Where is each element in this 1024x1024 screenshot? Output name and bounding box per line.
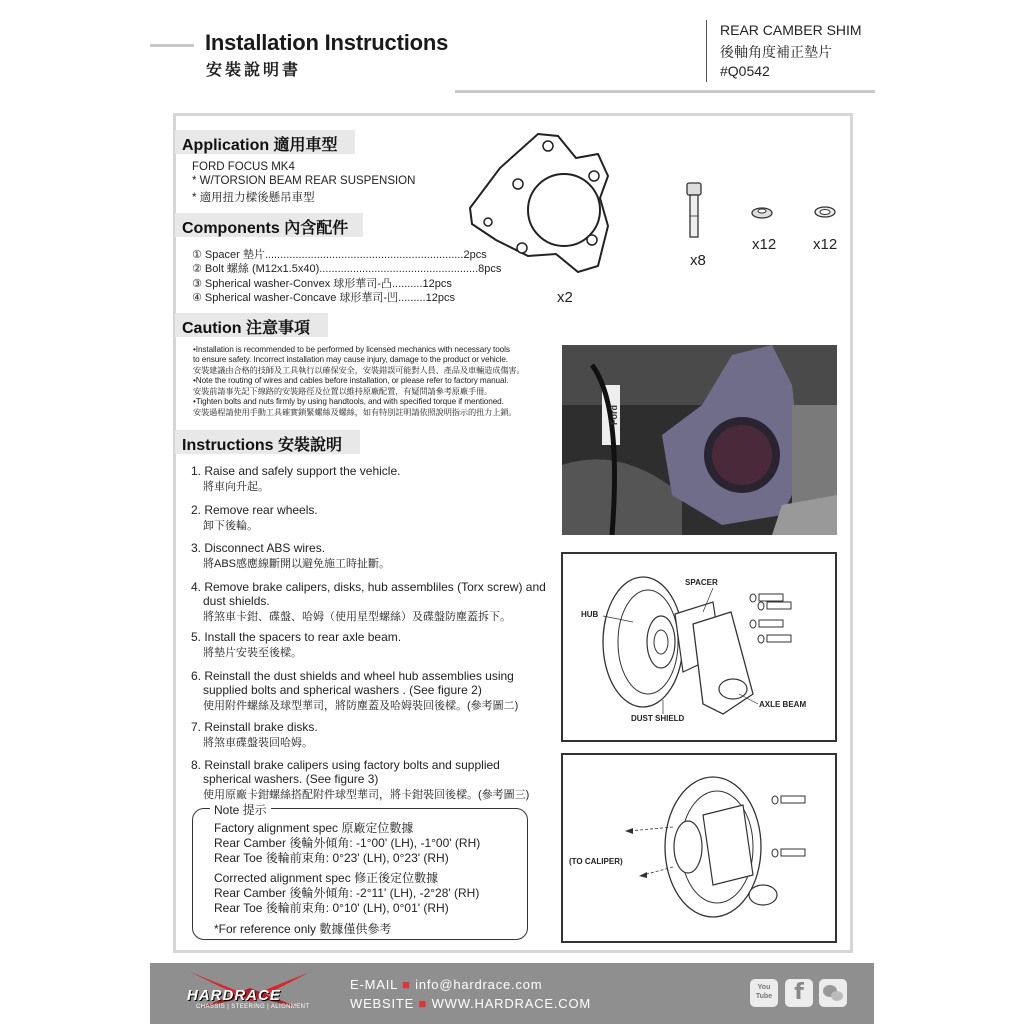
- figure-3: [561, 753, 837, 943]
- figure-2: [561, 552, 837, 742]
- instruction-step: 7. Reinstall brake disks. 將煞車碟盤裝回哈姆。: [191, 720, 318, 749]
- photo-illustration: [562, 345, 837, 535]
- instruction-step: 3. Disconnect ABS wires. 將ABS感應線斷開以避免施工時扯斷。: [191, 541, 391, 570]
- concave-washer-quantity: x12: [813, 236, 838, 253]
- caution-line: to ensure safety. Incorrect installation may cause injury, damage to the product or vehicle.: [193, 355, 508, 364]
- factory-toe: Rear Toe 後輪前束角: 0°23' (LH), 0°23' (RH): [214, 851, 449, 865]
- bolt-icon: [684, 182, 704, 240]
- youtube-icon[interactable]: [750, 979, 778, 1007]
- header-rule-left: [150, 44, 194, 47]
- figure-2-hub-label: HUB: [581, 610, 599, 619]
- application-line: FORD FOCUS MK4: [192, 161, 295, 173]
- caution-line: 安裝前請事先記下線路的安裝路徑及位置以維持原廠配置，有疑問請參考原廠手冊。: [193, 387, 493, 396]
- figure-2-axle-beam-label: AXLE BEAM: [759, 700, 807, 709]
- note-title: Note 提示: [210, 801, 271, 818]
- product-code: #Q0542: [720, 63, 770, 79]
- instructions-heading: Instructions 安裝說明: [182, 437, 343, 454]
- corrected-camber: Rear Camber 後輪外傾角: -2°11' (LH), -2°28' (RH): [214, 886, 480, 900]
- instruction-step: 5. Install the spacers to rear axle beam. 將墊片安裝至後樑。: [191, 630, 402, 659]
- footer-brand: HARDRACE: [187, 987, 281, 1004]
- spacer-quantity: x2: [557, 289, 573, 306]
- figure-2-dust-shield-label: DUST SHIELD: [631, 714, 685, 723]
- facebook-label: f: [794, 980, 804, 1005]
- components-heading: Components 內含配件: [182, 220, 349, 237]
- application-line: * W/TORSION BEAM REAR SUSPENSION: [192, 175, 416, 187]
- application-line: * 適用扭力樑後懸吊車型: [192, 192, 315, 204]
- spacer-plate-illustration: [466, 128, 642, 280]
- factory-camber: Rear Camber 後輪外傾角: -1°00' (LH), -1°00' (RH): [214, 836, 481, 850]
- footer-website-line: WEBSITE ■ WWW.HARDRACE.COM: [350, 996, 592, 1011]
- instruction-step: 6. Reinstall the dust shields and wheel hub assemblies using supplied bolts and spherical washers . (See figure 2) 使用附件螺絲及球型華司，將防塵蓋及哈姆裝回後樑。(參考圖二): [191, 669, 519, 712]
- product-name-zh: 後軸角度補正墊片: [720, 44, 832, 60]
- header-rule-right: [455, 90, 875, 93]
- figure-3-diagram: [563, 755, 835, 941]
- footer-email[interactable]: info@hardrace.com: [415, 977, 543, 992]
- component-item: ① Spacer 墊片.................................................................2pcs: [192, 249, 487, 261]
- factory-spec-title: Factory alignment spec 原廠定位數據: [214, 821, 414, 835]
- figure-3-caliper-label: (TO CALIPER): [569, 857, 623, 866]
- convex-washer-quantity: x12: [752, 236, 777, 253]
- installation-photo: [562, 345, 837, 535]
- youtube-label: You Tube: [755, 984, 773, 1000]
- footer-website[interactable]: WWW.HARDRACE.COM: [431, 996, 592, 1011]
- caution-line: •Installation is recommended to be performed by licensed mechanics with necessary tools: [193, 345, 510, 354]
- instruction-step: 4. Remove brake calipers, disks, hub assembliles (Torx screw) and dust shields. 將煞車卡鉗、碟盤、哈姆（使用星型螺絲）及碟盤防塵蓋拆下。: [191, 580, 546, 623]
- footer-email-line: E-MAIL ■ info@hardrace.com: [350, 977, 543, 992]
- caution-heading: Caution 注意事項: [182, 320, 310, 337]
- wechat-icon[interactable]: [819, 979, 847, 1007]
- reference-note: *For reference only 數據僅供參考: [214, 922, 392, 936]
- instruction-step: 8. Reinstall brake calipers using factory bolts and supplied spherical washers. (See figure 3) 使用原廠卡鉗螺絲搭配附件球型華司，將卡鉗裝回後樑。(參考圖三): [191, 758, 530, 801]
- product-name-en: REAR CAMBER SHIM: [720, 22, 862, 38]
- convex-washer-icon: [750, 204, 774, 220]
- caution-line: 安裝建議由合格的技師及工具執行以確保安全，安裝錯誤可能對人員、產品及車輛造成傷害。: [193, 366, 525, 375]
- corrected-spec-title: Corrected alignment spec 修正後定位數據: [214, 871, 439, 885]
- component-item: ② Bolt 螺絲 (M12x1.5x40)....................................................8pcs: [192, 263, 502, 275]
- wechat-glyph: [819, 979, 847, 1007]
- corrected-toe: Rear Toe 後輪前束角: 0°10' (LH), 0°01' (RH): [214, 901, 449, 915]
- bolt-quantity: x8: [690, 252, 706, 269]
- facebook-icon[interactable]: [785, 979, 813, 1007]
- photo-label: Ford: [609, 405, 619, 425]
- concave-washer-icon: [813, 204, 837, 220]
- header-divider: [706, 20, 707, 82]
- caution-line: 安裝過程請使用手動工具確實鎖緊螺絲及螺絲，如有特別註明請依照說明指示的扭力上鎖。: [193, 408, 517, 417]
- figure-2-spacer-label: SPACER: [685, 578, 718, 587]
- component-item: ④ Spherical washer-Concave 球形華司-凹.........12pcs: [192, 292, 455, 304]
- instruction-step: 2. Remove rear wheels. 卸下後輪。: [191, 503, 318, 532]
- caution-line: •Tighten bolts and nuts firmly by using handtools, and with specified torque if mentioned.: [193, 397, 504, 406]
- footer-tagline: CHASSIS | STEERING | ALIGNMENT: [196, 1004, 310, 1010]
- caution-line: •Note the routing of wires and cables before installation, or please refer to factory manual.: [193, 376, 509, 385]
- component-item: ③ Spherical washer-Convex 球形華司-凸..........12pcs: [192, 278, 452, 290]
- page-title: Installation Instructions: [205, 30, 449, 55]
- instruction-step: 1. Raise and safely support the vehicle. 將車向升起。: [191, 464, 401, 493]
- page-subtitle: 安裝說明書: [206, 60, 302, 79]
- application-heading: Application 適用車型: [182, 137, 338, 154]
